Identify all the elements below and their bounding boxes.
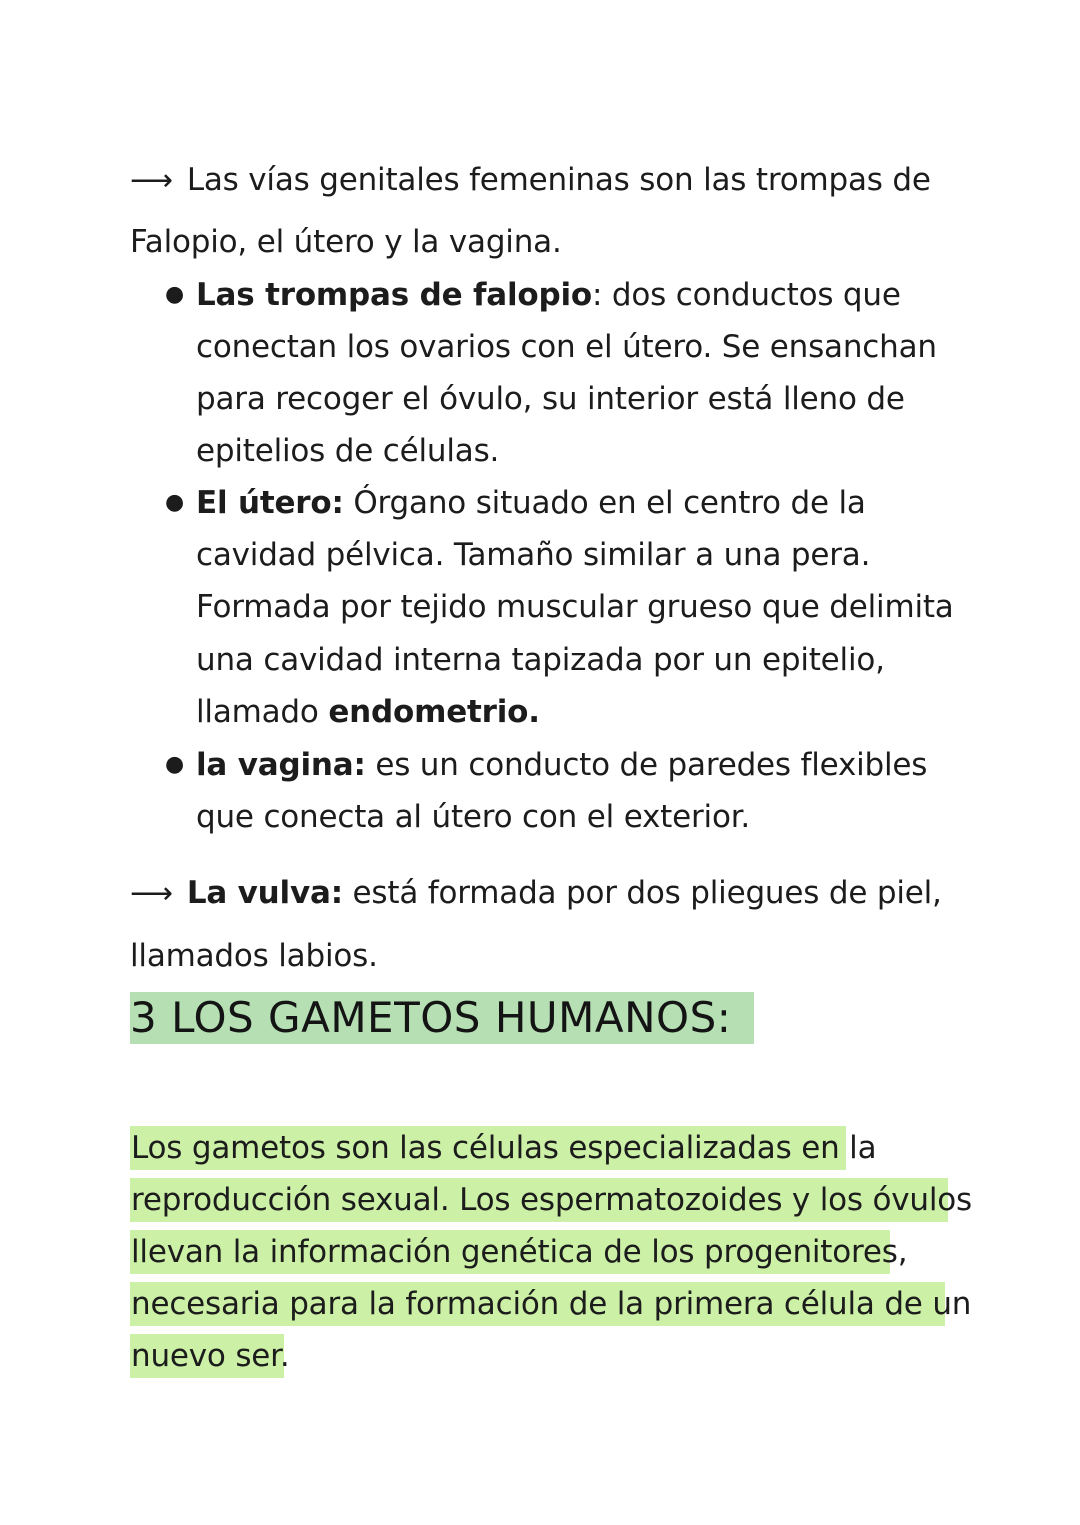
term-utero: El útero: xyxy=(196,485,344,521)
gametos-line-4: necesaria para la formación de la primera célula de un xyxy=(131,1286,972,1322)
intro-line-1 xyxy=(130,160,931,201)
section-heading: 3 LOS GAMETOS HUMANOS: xyxy=(130,992,754,1044)
gametos-line-1: Los gametos son las células especializadas en la xyxy=(131,1130,877,1166)
bullet-utero-line-2: cavidad pélvica. Tamaño similar a una pera. xyxy=(196,537,871,573)
gametos-line-2: reproducción sexual. Los espermatozoides y los óvulos xyxy=(131,1182,972,1218)
bullet-utero-line-4: una cavidad interna tapizada por un epitelio, xyxy=(196,642,885,678)
gametos-line-3: llevan la información genética de los progenitores, xyxy=(131,1234,908,1270)
bullet-trompas-line-4: epitelios de células. xyxy=(196,433,500,469)
term-endometrio: endometrio. xyxy=(328,694,540,730)
bullet-trompas-line-2: conectan los ovarios con el útero. Se ensanchan xyxy=(196,329,937,365)
bullet-utero-line-1: El útero: Órgano situado en el centro de la xyxy=(196,485,866,521)
bullet-trompas-line-1: Las trompas de falopio: dos conductos que xyxy=(196,277,901,313)
term-trompas: Las trompas de falopio xyxy=(196,277,593,313)
term-vulva: La vulva: xyxy=(186,875,343,911)
vulva-line-2: llamados labios. xyxy=(130,938,378,974)
bullet-icon: ● xyxy=(165,752,185,777)
term-vagina: la vagina: xyxy=(196,747,366,783)
gametos-line-5: nuevo ser. xyxy=(131,1338,290,1374)
bullet-utero-line-5: llamado endometrio. xyxy=(196,694,540,730)
bullet-utero-line-3: Formada por tejido muscular grueso que delimita xyxy=(196,589,954,625)
intro-text-1: Las vías genitales femeninas son las trompas de xyxy=(186,162,931,198)
arrow-icon: ⟶ xyxy=(130,163,173,198)
bullet-icon: ● xyxy=(165,490,185,515)
bullet-icon: ● xyxy=(165,282,185,307)
vulva-line-1: ⟶ La vulva: está formada por dos pliegues de piel, xyxy=(130,873,942,914)
bullet-vagina-line-1: la vagina: es un conducto de paredes flexibles xyxy=(196,747,928,783)
arrow-icon: ⟶ xyxy=(130,876,173,911)
bullet-vagina-line-2: que conecta al útero con el exterior. xyxy=(196,799,751,835)
intro-line-2: Falopio, el útero y la vagina. xyxy=(130,224,562,260)
bullet-trompas-line-3: para recoger el óvulo, su interior está lleno de xyxy=(196,381,905,417)
